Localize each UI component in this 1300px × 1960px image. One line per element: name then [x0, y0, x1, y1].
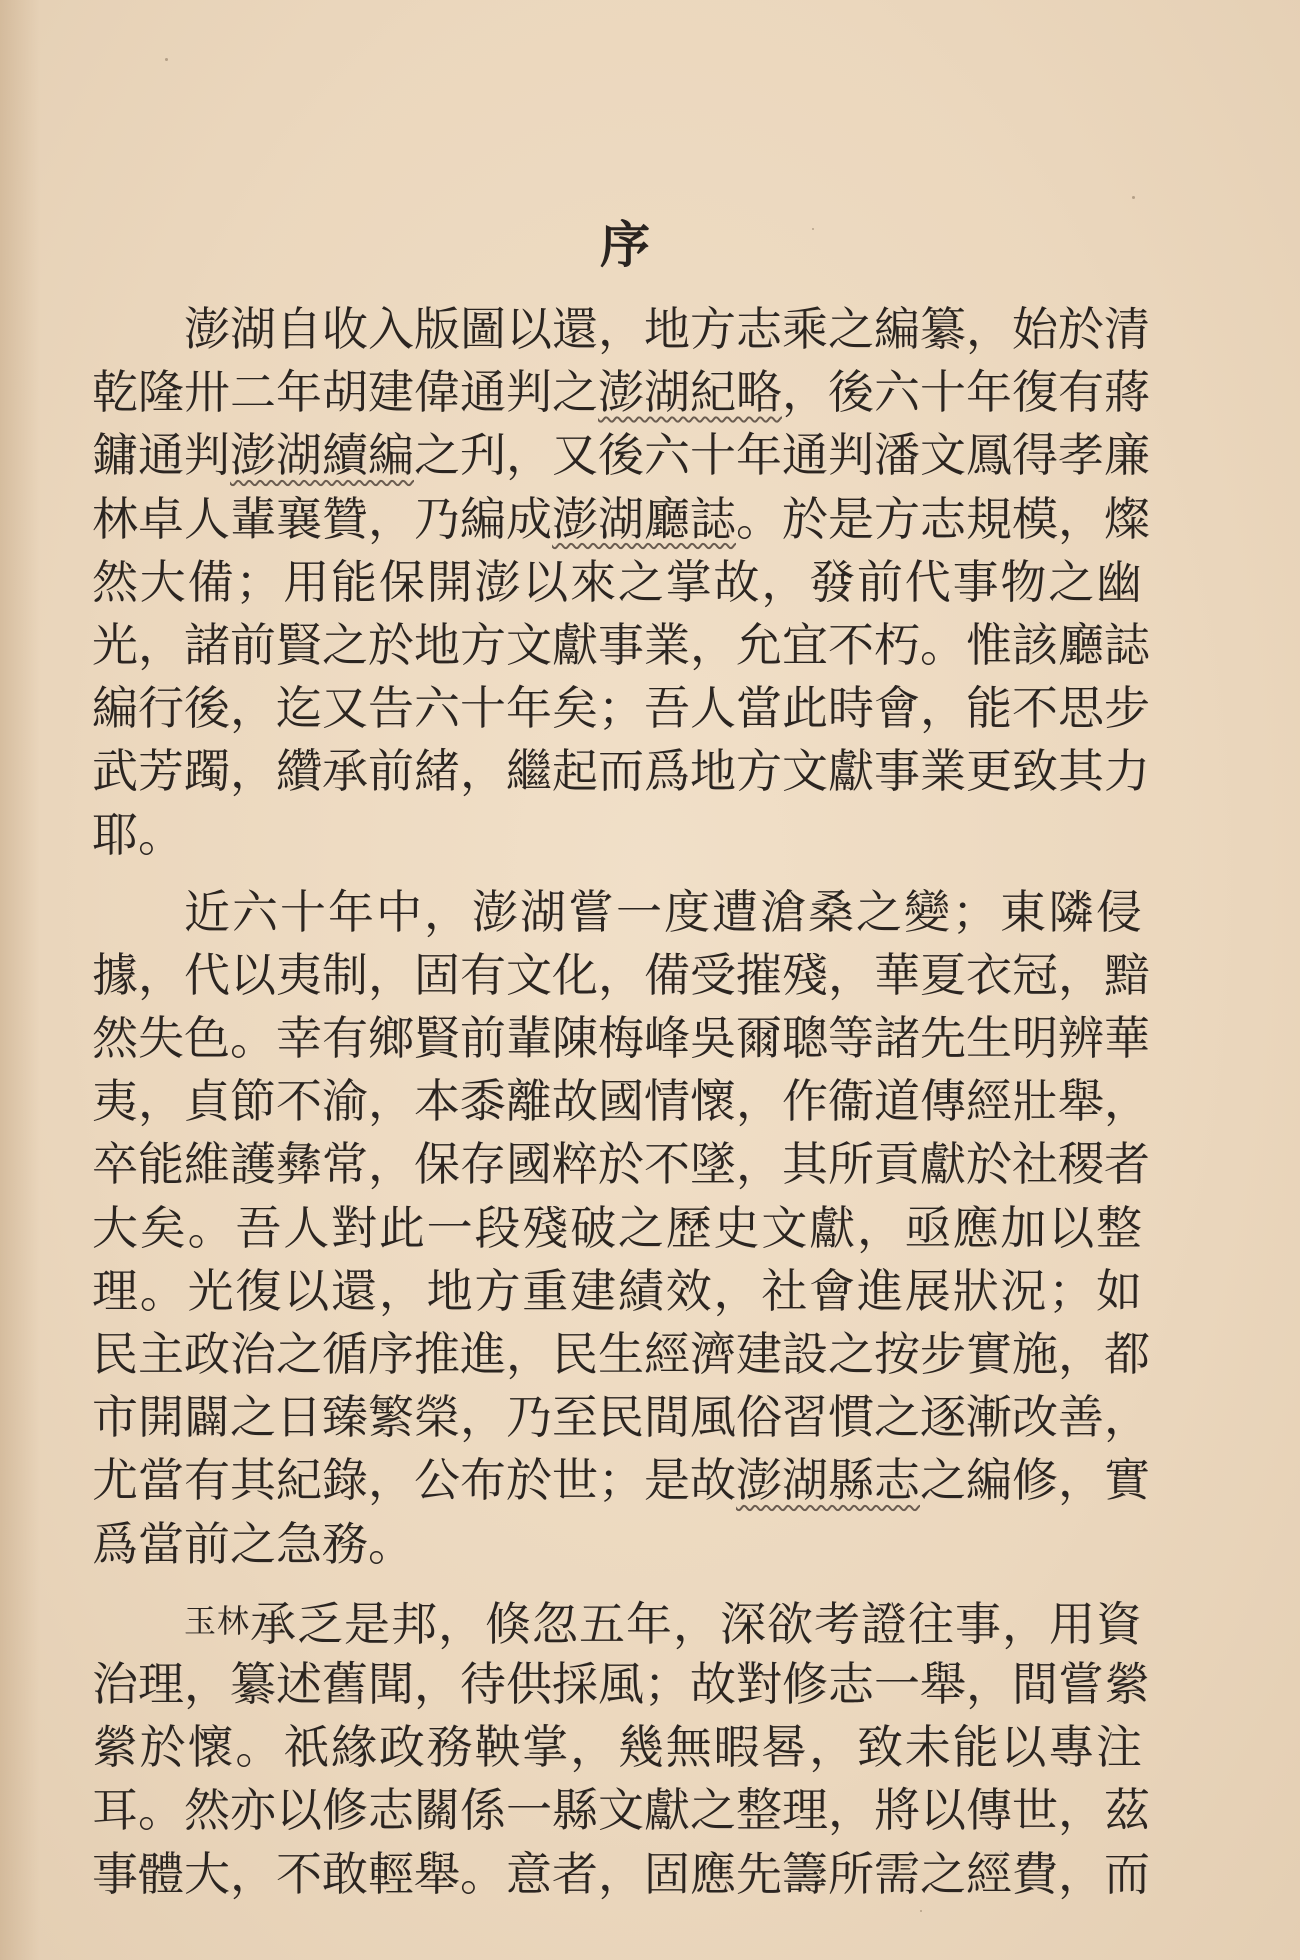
paragraph-2: [92, 881, 1150, 1576]
book-title: 澎湖續編: [230, 428, 414, 483]
text-line: 據，代以夷制，固有文化，備受摧殘，華夏衣冠，黯: [92, 947, 1150, 1002]
paper-speck: [1132, 196, 1135, 199]
text-line: 民主政治之循序推進，民生經濟建設之按步實施，都: [92, 1327, 1150, 1381]
text-line: 夷，貞節不渝，本黍離故國情懷，作衞道傳經壯舉，: [92, 1074, 1150, 1129]
paper-speck: [812, 228, 814, 230]
paragraph-3: [92, 1590, 1150, 1906]
text-line: 澎湖自收入版圖以還，地方志乘之編纂，始於清: [184, 302, 1150, 356]
text-line: 爲當前之急務。: [92, 1516, 414, 1571]
text-line-rest: 承乏是邦，倏忽五年，深欲考證往事，用資: [250, 1596, 1142, 1651]
text-line: 編行後，迄又告六十年矣；吾人當此時會，能不思步: [92, 681, 1150, 736]
paper-speck: [165, 58, 168, 61]
text-line: 乾隆卅二年胡建偉通判之澎湖紀略，後六十年復有蔣: [92, 365, 1150, 420]
text-line: 耳。然亦以修志關係一縣文獻之整理，將以傳世，茲: [92, 1783, 1150, 1838]
book-title: 澎湖紀略: [598, 365, 782, 420]
text-line: 理。光復以還，地方重建績效，社會進展狀況；如: [92, 1263, 1142, 1318]
paper-speck: [920, 1910, 922, 1912]
paper-speck: [1000, 1850, 1002, 1852]
text-line: 光，諸前賢之於地方文獻事業，允宜不朽。惟該廳誌: [92, 617, 1150, 672]
text-line: 縈於懷。祇緣政務鞅掌，幾無暇晷，致未能以專注: [92, 1720, 1142, 1775]
text-line: 鏞通判澎湖續編之刋，又後六十年通判潘文鳳得孝廉: [92, 428, 1150, 483]
text-line: 市開闢之日臻繁榮，乃至民間風俗習慣之逐漸改善，: [92, 1390, 1150, 1445]
text-line: 大矣。吾人對此一段殘破之歷史文獻，亟應加以整: [92, 1200, 1142, 1255]
text-line: 事體大，不敢輕舉。意者，固應先籌所需之經費，而: [92, 1846, 1150, 1901]
text-line: 尤當有其紀錄，公布於世；是故澎湖縣志之編修，實: [92, 1453, 1150, 1508]
preface-body: [92, 298, 1150, 1906]
text-line: 林卓人輩襄贊，乃編成澎湖廳誌。於是方志規模，燦: [92, 491, 1150, 546]
text-line: 近六十年中，澎湖嘗一度遭滄桑之變；東隣侵: [184, 884, 1142, 939]
book-title: 澎湖縣志: [736, 1453, 920, 1508]
text-line: 治理，纂述舊聞，待供採風；故對修志一舉，間嘗縈: [92, 1656, 1150, 1711]
text-line: 耶。: [92, 807, 184, 862]
author-name: 玉林: [184, 1601, 250, 1640]
text-line: 然大備；用能保開澎以來之掌故，發前代事物之幽: [92, 554, 1142, 609]
text-line: 然失色。幸有鄉賢前輩陳梅峰吳爾聰等諸先生明辨華: [92, 1011, 1150, 1066]
preface-heading: 序: [600, 215, 650, 274]
text-line: 武芳躅，纘承前緒，繼起而爲地方文獻事業更致其力: [92, 744, 1150, 799]
text-line: [92, 1590, 1142, 1653]
book-title: 澎湖廳誌: [552, 491, 736, 546]
text-line: 卒能維護彝常，保存國粹於不墜，其所貢獻於社稷者: [92, 1137, 1150, 1192]
paragraph-1: [92, 298, 1150, 867]
